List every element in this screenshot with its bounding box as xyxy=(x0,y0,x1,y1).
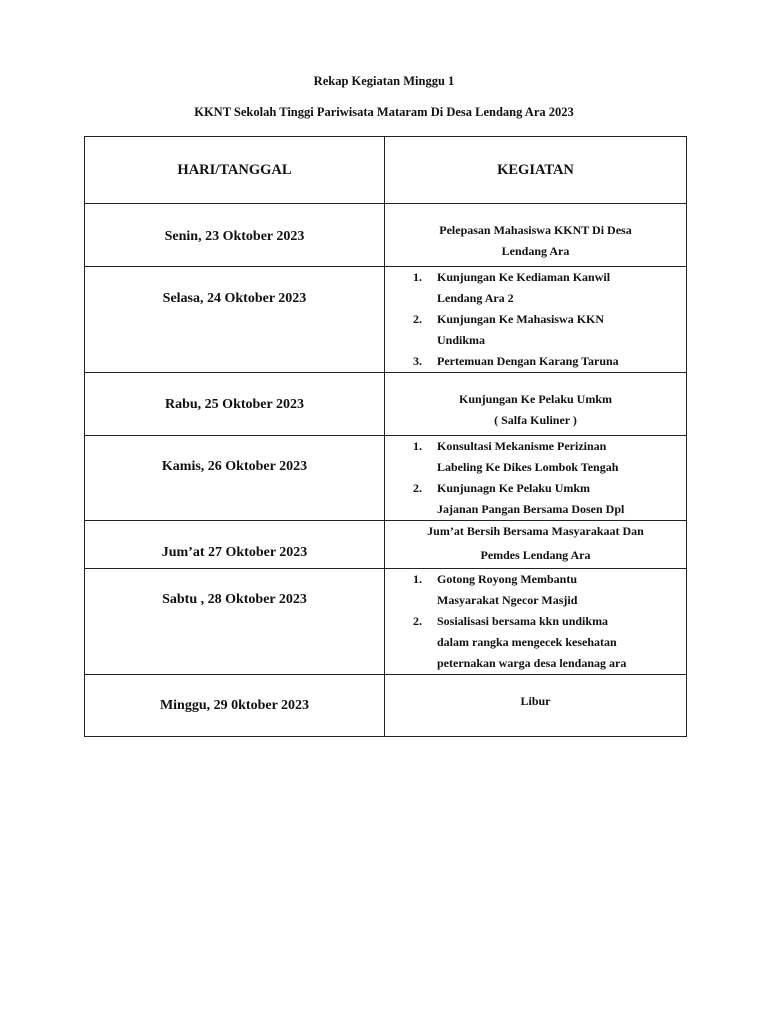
activity-list xyxy=(385,436,686,520)
item-line: peternakan warga desa lendanag ara xyxy=(437,656,627,670)
day-cell xyxy=(85,204,385,267)
activity-cell xyxy=(385,204,687,267)
activity-line: Lendang Ara xyxy=(501,244,570,258)
day-cell xyxy=(85,569,385,675)
day-label: Kamis, 26 Oktober 2023 xyxy=(161,459,308,474)
activity-line: ( Salfa Kuliner ) xyxy=(494,413,577,427)
activity-cell xyxy=(385,675,687,737)
table-row xyxy=(85,204,687,267)
day-cell xyxy=(85,675,385,737)
item-line: Konsultasi Mekanisme Perizinan xyxy=(437,439,607,453)
activity-cell xyxy=(385,373,687,436)
activity-table xyxy=(84,136,687,737)
activity-cell xyxy=(385,436,687,521)
activity-line: Kunjungan Ke Pelaku Umkm xyxy=(458,392,613,406)
item-line: Lendang Ara 2 xyxy=(437,291,514,305)
item-line: Undikma xyxy=(437,333,486,347)
item-line: Pertemuan Dengan Karang Taruna xyxy=(437,354,619,368)
list-item xyxy=(385,478,686,520)
table-row xyxy=(85,675,687,737)
day-label: Rabu, 25 Oktober 2023 xyxy=(165,397,304,412)
table-row xyxy=(85,436,687,521)
day-label: Jum’at 27 Oktober 2023 xyxy=(161,545,308,560)
list-item xyxy=(385,569,686,611)
list-item xyxy=(385,267,686,309)
item-line: Kunjungan Ke Kediaman Kanwil xyxy=(437,270,611,284)
list-item xyxy=(385,611,686,674)
day-label: Selasa, 24 Oktober 2023 xyxy=(162,291,307,306)
activity-line: Jum’at Bersih Bersama Masyarakaat Dan xyxy=(427,524,644,538)
item-number: 2. xyxy=(413,614,422,628)
activity-cell xyxy=(385,569,687,675)
column-header-activity: KEGIATAN xyxy=(385,137,687,204)
item-number: 1. xyxy=(413,270,422,284)
day-cell xyxy=(85,521,385,569)
list-item xyxy=(385,309,686,351)
day-label: Sabtu , 28 Oktober 2023 xyxy=(162,592,307,607)
day-cell xyxy=(85,436,385,521)
item-line: dalam rangka mengecek kesehatan xyxy=(437,635,617,649)
item-line: Kunjunagn Ke Pelaku Umkm xyxy=(437,481,591,495)
item-number: 1. xyxy=(413,439,422,453)
item-number: 2. xyxy=(413,481,422,495)
activity-cell xyxy=(385,267,687,373)
item-line: Gotong Royong Membantu xyxy=(437,572,578,586)
table-header-row xyxy=(85,137,687,204)
day-label: Minggu, 29 0ktober 2023 xyxy=(159,698,310,713)
item-line: Kunjungan Ke Mahasiswa KKN xyxy=(437,312,605,326)
day-label: Senin, 23 Oktober 2023 xyxy=(164,229,305,244)
column-header-date: HARI/TANGGAL xyxy=(85,137,385,204)
table-row xyxy=(85,267,687,373)
table-row xyxy=(85,521,687,569)
item-line: Jajanan Pangan Bersama Dosen Dpl xyxy=(437,502,625,516)
item-number: 2. xyxy=(413,312,422,326)
activity-line: Libur xyxy=(520,694,551,708)
list-item xyxy=(385,436,686,478)
activity-cell xyxy=(385,521,687,569)
activity-line: Pelepasan Mahasiswa KKNT Di Desa xyxy=(439,223,632,237)
document-title: Rekap Kegiatan Minggu 1 xyxy=(313,74,455,88)
table-row xyxy=(85,373,687,436)
item-line: Sosialisasi bersama kkn undikma xyxy=(437,614,609,628)
day-cell xyxy=(85,373,385,436)
activity-line: Pemdes Lendang Ara xyxy=(480,548,591,562)
document-subtitle: KKNT Sekolah Tinggi Pariwisata Mataram Di Desa Lendang Ara 2023 xyxy=(194,105,574,119)
table-row xyxy=(85,569,687,675)
list-item xyxy=(385,351,686,372)
item-number: 3. xyxy=(413,354,422,368)
day-cell xyxy=(85,267,385,373)
item-number: 1. xyxy=(413,572,422,586)
activity-list xyxy=(385,267,686,372)
activity-list xyxy=(385,569,686,674)
item-line: Labeling Ke Dikes Lombok Tengah xyxy=(437,460,619,474)
item-line: Masyarakat Ngecor Masjid xyxy=(437,593,578,607)
